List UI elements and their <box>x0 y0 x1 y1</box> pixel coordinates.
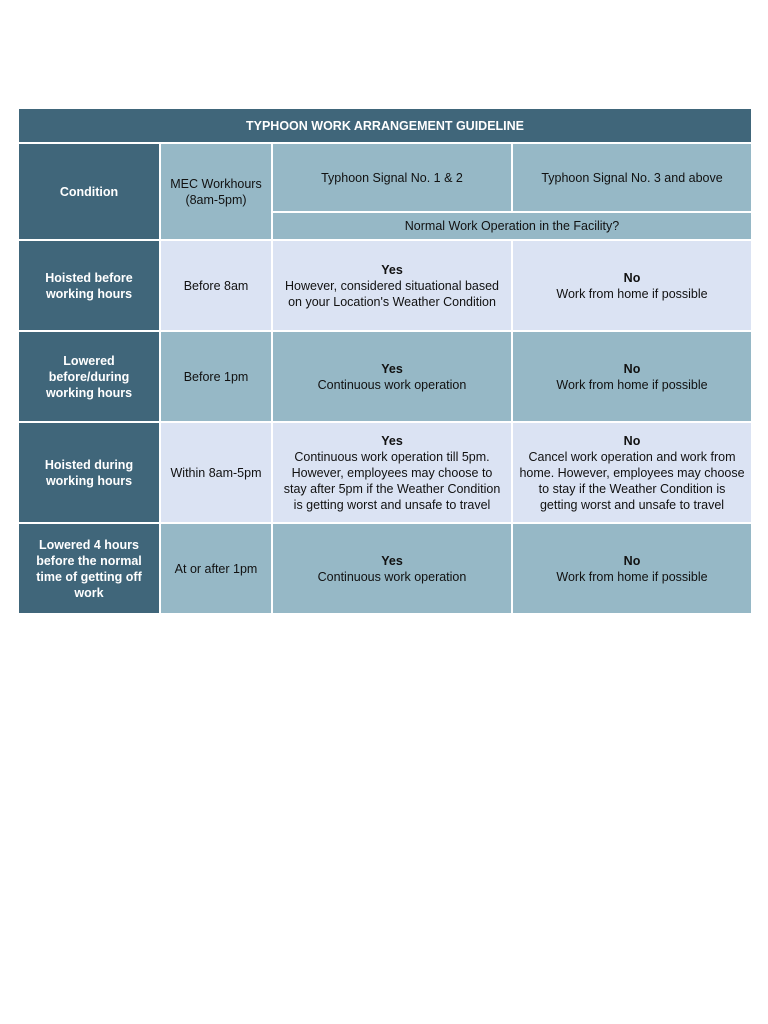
header-condition: Condition <box>18 143 160 240</box>
answer-no: No <box>623 270 641 285</box>
answer-detail: Continuous work operation <box>317 569 467 584</box>
answer-no: No <box>623 433 641 448</box>
signal-1-2-cell <box>272 523 512 614</box>
time-cell: Within 8am-5pm <box>160 422 272 523</box>
table-row <box>18 240 752 331</box>
answer-detail: Continuous work operation <box>317 377 467 392</box>
table-title: TYPHOON WORK ARRANGEMENT GUIDELINE <box>18 108 752 143</box>
typhoon-guideline-table <box>17 107 753 615</box>
answer-detail: Work from home if possible <box>556 377 708 392</box>
condition-cell: Hoisted during working hours <box>18 422 160 523</box>
condition-cell: Lowered 4 hours before the normal time of getting off work <box>18 523 160 614</box>
header-normal-operation-question: Normal Work Operation in the Facility? <box>272 212 752 240</box>
table-row <box>18 331 752 422</box>
answer-detail: Cancel work operation and work from home. However, employees may choose to stay if the Weather Condition is getting worst and unsafe to travel <box>519 449 745 512</box>
time-cell: Before 1pm <box>160 331 272 422</box>
signal-3-cell <box>512 523 752 614</box>
signal-1-2-cell <box>272 240 512 331</box>
time-cell: At or after 1pm <box>160 523 272 614</box>
answer-detail: Work from home if possible <box>556 569 708 584</box>
header-signal-1-2: Typhoon Signal No. 1 & 2 <box>272 143 512 212</box>
signal-3-cell <box>512 331 752 422</box>
answer-no: No <box>623 361 641 376</box>
table-row <box>18 523 752 614</box>
header-workhours: MEC Workhours (8am-5pm) <box>160 143 272 240</box>
signal-1-2-cell <box>272 422 512 523</box>
signal-3-cell <box>512 240 752 331</box>
answer-detail: Continuous work operation till 5pm. However, employees may choose to stay after 5pm if the Weather Condition is getting worst and unsafe to travel <box>283 449 501 512</box>
signal-3-cell <box>512 422 752 523</box>
answer-yes: Yes <box>381 553 403 568</box>
header-signal-3: Typhoon Signal No. 3 and above <box>512 143 752 212</box>
condition-cell: Hoisted before working hours <box>18 240 160 331</box>
answer-detail: Work from home if possible <box>556 286 708 301</box>
table-row <box>18 422 752 523</box>
answer-yes: Yes <box>381 433 403 448</box>
condition-cell: Lowered before/during working hours <box>18 331 160 422</box>
answer-no: No <box>623 553 641 568</box>
answer-yes: Yes <box>381 361 403 376</box>
answer-detail: However, considered situational based on your Location's Weather Condition <box>284 278 500 309</box>
signal-1-2-cell <box>272 331 512 422</box>
answer-yes: Yes <box>381 262 403 277</box>
time-cell: Before 8am <box>160 240 272 331</box>
